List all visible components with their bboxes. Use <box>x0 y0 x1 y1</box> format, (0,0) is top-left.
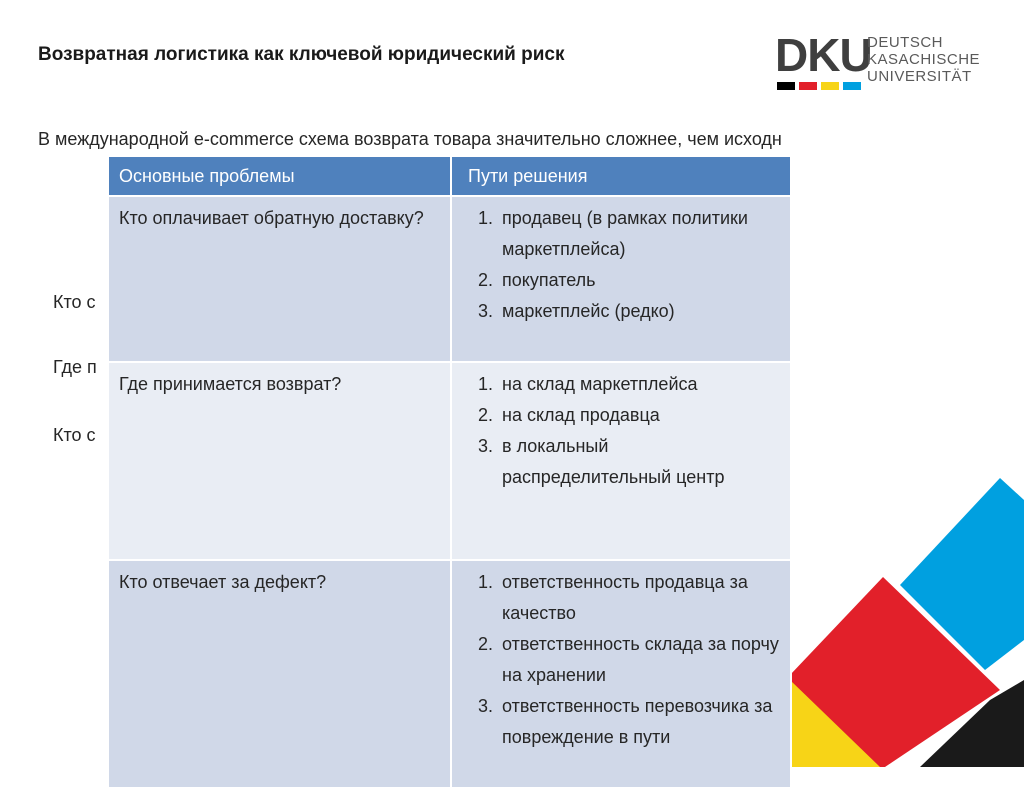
problem-cell: Кто отвечает за дефект? <box>108 560 451 788</box>
solution-item: 3. в локальный распределительный центр <box>498 431 780 493</box>
red-diamond <box>790 577 1000 767</box>
slide-title: Возвратная логистика как ключевой юридический риск <box>38 44 565 65</box>
solutions-cell <box>451 196 791 362</box>
logo-color-bars <box>777 82 861 90</box>
logo-mark: DKU <box>775 29 872 81</box>
logo-line-3: UNIVERSITÄT <box>867 68 972 85</box>
logo-bar-black <box>777 82 795 90</box>
table-row <box>108 362 791 560</box>
problem-cell: Кто оплачивает обратную доставку? <box>108 196 451 362</box>
problems-solutions-table <box>107 155 792 789</box>
header-solutions-label: Пути решения <box>468 165 588 186</box>
solution-item: 1. ответственность продавца за качество <box>498 567 780 629</box>
table-header-row <box>108 156 791 196</box>
logo-line-2: KASACHISCHE <box>867 51 981 68</box>
logo-bar-yellow <box>821 82 839 90</box>
solutions-cell <box>451 560 791 788</box>
dku-logo <box>775 30 1005 96</box>
header-solutions <box>451 156 791 196</box>
logo-bar-red <box>799 82 817 90</box>
black-diamond <box>920 680 1024 767</box>
solution-item: 2. на склад продавца <box>498 400 780 431</box>
yellow-triangle <box>790 680 880 767</box>
solutions-cell <box>451 362 791 560</box>
solution-item: 2. покупатель <box>498 265 780 296</box>
intro-text: В международной e-commerce схема возврата товара значительно сложнее, чем исходн <box>38 129 782 149</box>
problem-cell: Где принимается возврат? <box>108 362 451 560</box>
table-row <box>108 560 791 788</box>
logo-wordmark <box>867 34 980 85</box>
background-text-line: Кто с <box>53 292 96 312</box>
solutions-list <box>462 203 780 327</box>
logo-line-1: DEUTSCH <box>867 34 944 51</box>
solution-item: 2. ответственность склада за порчу на хранении <box>498 629 780 691</box>
solution-item: 3. ответственность перевозчика за повреждение в пути <box>498 691 780 753</box>
background-text-line: Где п <box>53 357 97 377</box>
solution-item: 1. на склад маркетплейса <box>498 369 780 400</box>
solutions-list <box>462 369 780 493</box>
logo-bar-blue <box>843 82 861 90</box>
solution-item: 1. продавец (в рамках политики маркетплейса) <box>498 203 780 265</box>
blue-diamond <box>900 478 1024 670</box>
table-row <box>108 196 791 362</box>
background-text-line: Кто с <box>53 425 96 445</box>
solution-item: 3. маркетплейс (редко) <box>498 296 780 327</box>
solutions-list <box>462 567 780 753</box>
header-problems: Основные проблемы <box>108 156 451 196</box>
